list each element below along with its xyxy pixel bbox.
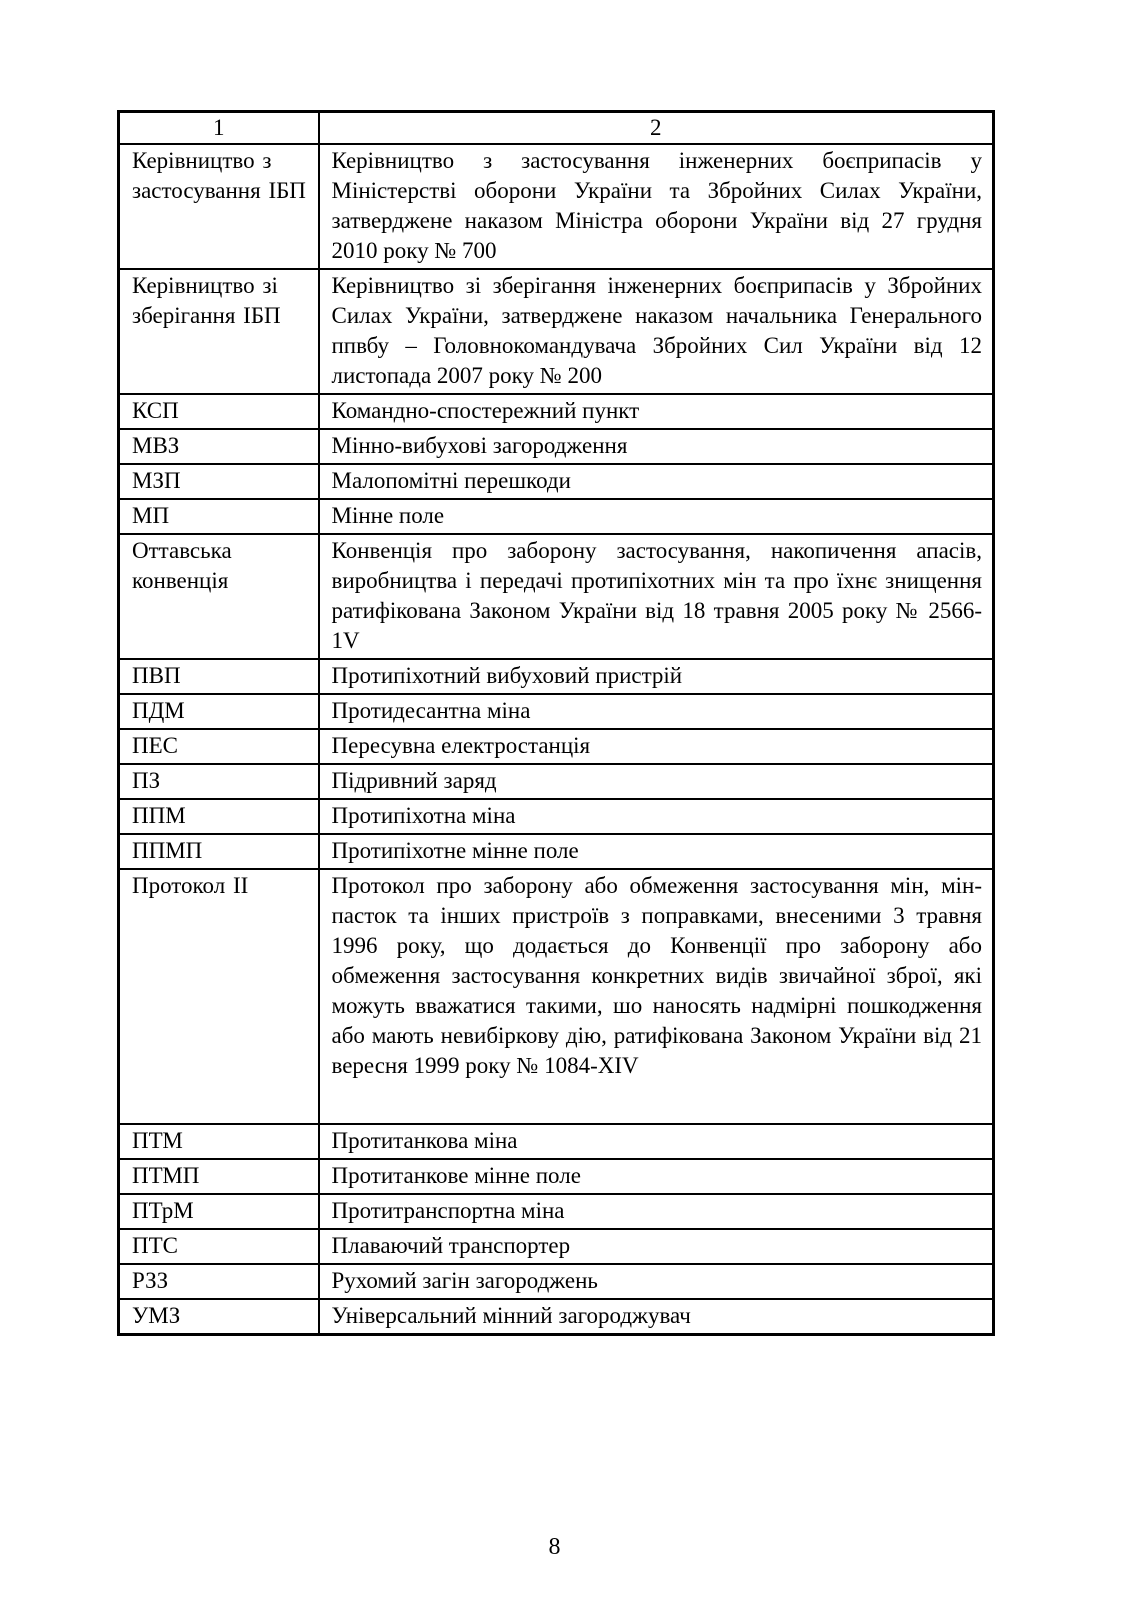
abbr-cell: ПДМ xyxy=(119,694,319,729)
abbr-cell: МВЗ xyxy=(119,429,319,464)
abbr-cell: КСП xyxy=(119,394,319,429)
definition-cell: Протипіхотний вибуховий пристрій xyxy=(319,659,994,694)
table-row xyxy=(119,534,994,659)
definition-cell: Універсальний мінний загороджувач xyxy=(319,1299,994,1335)
table-row xyxy=(119,834,994,869)
page-number: 8 xyxy=(548,1534,561,1560)
table-row xyxy=(119,729,994,764)
abbr-cell: Оттавська конвенція xyxy=(119,534,319,659)
definition-cell: Пересувна електростанція xyxy=(319,729,994,764)
abbreviations-table-body xyxy=(119,144,994,1335)
abbr-cell: УМЗ xyxy=(119,1299,319,1335)
definition-cell: Протипіхотне мінне поле xyxy=(319,834,994,869)
table-row xyxy=(119,429,994,464)
column-header-2: 2 xyxy=(319,112,994,145)
definition-cell: Протипіхотна міна xyxy=(319,799,994,834)
table-row xyxy=(119,869,994,1124)
header-row xyxy=(119,112,994,145)
definition-cell: Підривний заряд xyxy=(319,764,994,799)
abbr-cell: ППМ xyxy=(119,799,319,834)
abbreviations-table-header xyxy=(119,112,994,145)
definition-cell: Рухомий загін загороджень xyxy=(319,1264,994,1299)
definition-cell: Керівництво зі зберігання інженерних боєприпасів у Збройних Силах України, затверджене наказом начальника Генерального ппвбу – Головнокомандувача Збройних Сил України від 12 листопада 2007 року № 200 xyxy=(319,269,994,394)
definition-cell: Малопомітні перешкоди xyxy=(319,464,994,499)
definition-cell: Протитранспортна міна xyxy=(319,1194,994,1229)
table-row xyxy=(119,269,994,394)
table-row xyxy=(119,694,994,729)
column-header-1: 1 xyxy=(119,112,319,145)
abbr-cell: ПЗ xyxy=(119,764,319,799)
abbr-cell: ПТМ xyxy=(119,1124,319,1159)
abbr-cell: ПТМП xyxy=(119,1159,319,1194)
definition-cell: Протитанкова міна xyxy=(319,1124,994,1159)
table-row xyxy=(119,1264,994,1299)
abbr-cell: ПТС xyxy=(119,1229,319,1264)
definition-cell: Мінне поле xyxy=(319,499,994,534)
table-row xyxy=(119,464,994,499)
definition-cell: Протокол про заборону або обмеження застосування мін, мін- пасток та інших пристроїв з поправками, внесеними 3 травня 1996 року, що додається до Конвенції про заборону або обмеження застосування конкретних видів звичайної зброї, які можуть вважатися такими, шо наносять надмірні пошкодження або мають невибіркову дію, ратифікована Законом України від 21 вересня 1999 року № 1084-XIV xyxy=(319,869,994,1124)
table-row xyxy=(119,764,994,799)
abbr-cell: РЗЗ xyxy=(119,1264,319,1299)
table-row xyxy=(119,1229,994,1264)
table-row xyxy=(119,1124,994,1159)
table-row xyxy=(119,144,994,269)
table-row xyxy=(119,1194,994,1229)
abbr-cell: МП xyxy=(119,499,319,534)
definition-cell: Керівництво з застосування інженерних боєприпасів у Міністерстві оборони України та Збройних Силах України, затверджене наказом Міністра оборони України від 27 грудня 2010 року № 700 xyxy=(319,144,994,269)
abbreviations-table xyxy=(117,110,995,1336)
abbr-cell: Керівництво зі зберігання ІБП xyxy=(119,269,319,394)
table-row xyxy=(119,1299,994,1335)
abbr-cell: ППМП xyxy=(119,834,319,869)
definition-cell: Протитанкове мінне поле xyxy=(319,1159,994,1194)
abbr-cell: ПЕС xyxy=(119,729,319,764)
abbr-cell: ПТрМ xyxy=(119,1194,319,1229)
abbr-cell: МЗП xyxy=(119,464,319,499)
definition-cell: Плаваючий транспортер xyxy=(319,1229,994,1264)
abbr-cell: Керівництво з застосування ІБП xyxy=(119,144,319,269)
table-row xyxy=(119,499,994,534)
abbr-cell: Протокол ІІ xyxy=(119,869,319,1124)
abbr-cell: ПВП xyxy=(119,659,319,694)
table-row xyxy=(119,799,994,834)
definition-cell: Командно-спостережний пункт xyxy=(319,394,994,429)
table-row xyxy=(119,394,994,429)
table-row xyxy=(119,659,994,694)
definition-cell: Протидесантна міна xyxy=(319,694,994,729)
definition-cell: Мінно-вибухові загородження xyxy=(319,429,994,464)
table-row xyxy=(119,1159,994,1194)
definition-cell: Конвенція про заборону застосування, накопичення апасів, виробництва і передачі протипіхотних мін та про їхнє знищення ратифікована Законом України від 18 травня 2005 року № 2566-1V xyxy=(319,534,994,659)
